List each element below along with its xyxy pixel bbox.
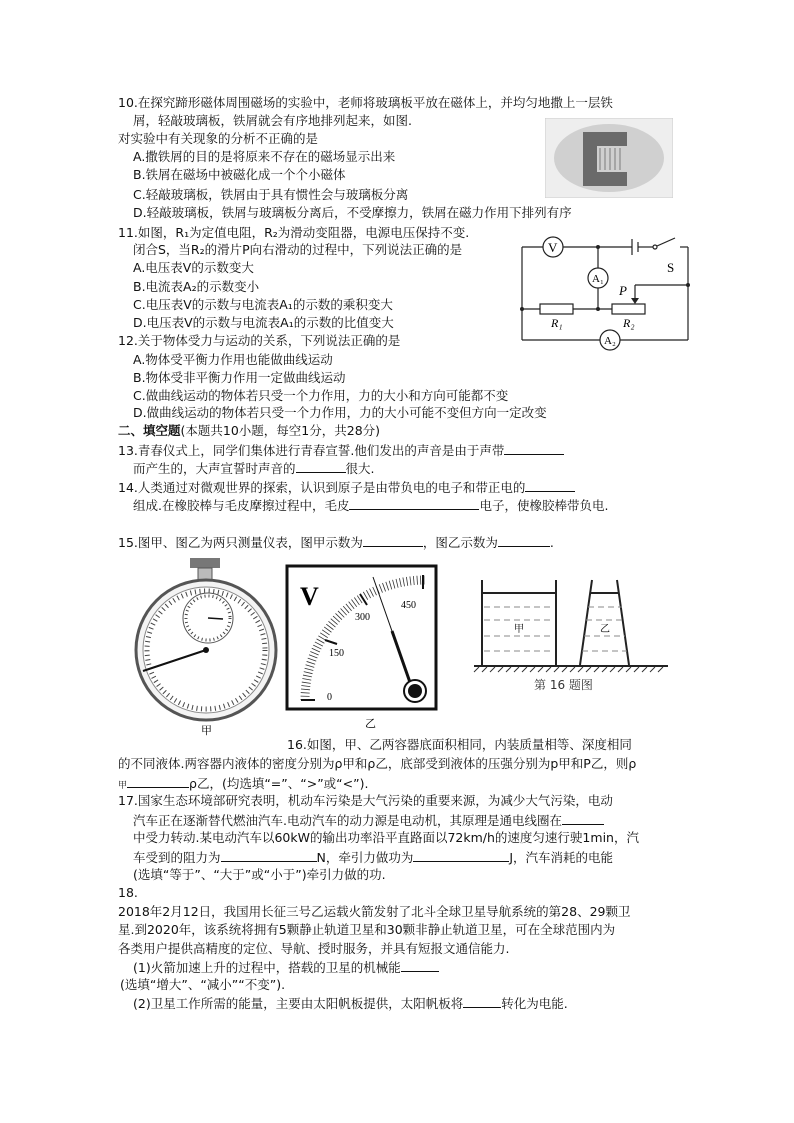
q18-part2 xyxy=(133,994,568,1013)
q18-line1: 2018年2月12日，我国用长征三号乙运载火箭发射了北斗全球卫星导航系统的第28、29颗卫 xyxy=(118,904,631,919)
q13-text: 而产生的，大声宣誓时声音的 xyxy=(133,461,296,476)
q18-number: 18. xyxy=(118,885,138,900)
answer-blank[interactable] xyxy=(221,848,317,862)
r2-label: R₂ xyxy=(623,316,635,330)
q14-line1 xyxy=(118,478,575,497)
q12-option-d: D.做曲线运动的物体若只受一个力作用，力的大小可能不变但方向一定改变 xyxy=(133,405,547,420)
stopwatch-figure xyxy=(128,558,288,738)
stopwatch-label: 甲 xyxy=(201,724,212,737)
q16-line2: 的不同液体.两容器内液体的密度分别为ρ甲和ρ乙，底部受到液体的压强分别为p甲和P乙，则ρ xyxy=(118,756,637,771)
q15-text: . xyxy=(549,535,554,550)
containers-figure xyxy=(472,575,672,695)
ammeter-a1-symbol: A₁ xyxy=(592,273,604,285)
answer-blank[interactable] xyxy=(401,958,439,972)
answer-blank[interactable] xyxy=(296,459,346,473)
answer-blank[interactable] xyxy=(504,441,564,455)
q18-line2: 星.到2020年，该系统将拥有5颗静止轨道卫星和30颗非静止轨道卫星，可在全球范围内为 xyxy=(118,922,616,937)
q16-line1: 16.如图，甲、乙两容器底面积相同，内装质量相等、深度相同 xyxy=(287,737,632,752)
container-b-label: 乙 xyxy=(600,624,610,635)
answer-blank[interactable] xyxy=(463,994,501,1008)
answer-blank[interactable] xyxy=(363,533,423,547)
r1-label: R₁ xyxy=(551,316,563,330)
volt-tick-label: 0 xyxy=(327,692,332,703)
q18-text: (2)卫星工作所需的能量，主要由太阳帆板提供，太阳帆板将 xyxy=(133,996,464,1011)
voltmeter-label: 乙 xyxy=(365,718,376,730)
q13-line1 xyxy=(118,441,564,460)
q10-line1: 10.在探究蹄形磁体周围磁场的实验中，老师将玻璃板平放在磁体上，并均匀地撒上一层铁 xyxy=(118,95,613,110)
q14-line2 xyxy=(133,496,608,515)
q11-option-b: B.电流表A₂的示数变小 xyxy=(133,279,260,294)
switch-label: S xyxy=(667,260,675,275)
q14-text: 组成.在橡胶棒与毛皮摩擦过程中，毛皮 xyxy=(133,498,350,513)
q10-option-a: A.撒铁屑的目的是将原来不存在的磁场显示出来 xyxy=(133,149,396,164)
answer-blank[interactable] xyxy=(127,774,189,788)
answer-blank[interactable] xyxy=(498,533,550,547)
q16-text: 甲 xyxy=(118,781,128,791)
voltmeter-symbol: V xyxy=(548,240,558,255)
q15-text: 15.图甲、图乙为两只测量仪表，图甲示数为 xyxy=(118,535,363,550)
q17-line3: 中受力转动.某电动汽车以60kW的输出功率沿平直路面以72km/h的速度匀速行驶1min，汽 xyxy=(133,830,639,845)
q17-line1: 17.国家生态环境部研究表明，机动车污染是大气污染的重要来源，为减少大气污染，电动 xyxy=(118,793,613,808)
answer-blank[interactable] xyxy=(349,496,479,510)
q18-text: (1)火箭加速上升的过程中，搭载的卫星的机械能 xyxy=(133,960,401,975)
q13-line2 xyxy=(133,459,375,478)
voltmeter-unit: V xyxy=(300,582,319,611)
section-heading xyxy=(118,422,380,440)
voltmeter-figure xyxy=(285,563,440,733)
q11-option-c: C.电压表V的示数与电流表A₁的示数的乘积变大 xyxy=(133,297,393,312)
q17-text: 汽车正在逐渐替代燃油汽车.电动汽车的动力源是电动机，其原理是通电线圈在 xyxy=(133,813,562,828)
q12-option-a: A.物体受平衡力作用也能做曲线运动 xyxy=(133,352,333,367)
q10-line3: 对实验中有关现象的分析不正确的是 xyxy=(118,131,319,146)
volt-tick-label: 450 xyxy=(401,600,416,611)
q13-text: 13.青春仪式上，同学们集体进行青春宣誓.他们发出的声音是由于声带 xyxy=(118,443,505,458)
section-title: 二、填空题 xyxy=(118,423,181,438)
q14-text: 14.人类通过对微观世界的探索，认识到原子是由带负电的电子和带正电的 xyxy=(118,480,526,495)
q14-text: 电子，使橡胶棒带负电. xyxy=(479,498,609,513)
volt-tick-label: 150 xyxy=(329,648,344,659)
q12-option-b: B.物体受非平衡力作用一定做曲线运动 xyxy=(133,370,346,385)
q17-line2 xyxy=(133,811,604,830)
iron-filings-magnet-image xyxy=(545,118,673,198)
q17-text: J，汽车消耗的电能 xyxy=(509,850,614,865)
q17-line5: (选填“等于”、“大于”或“小于”)牵引力做的功. xyxy=(133,867,386,882)
answer-blank[interactable] xyxy=(525,478,575,492)
q18-text: 转化为电能. xyxy=(501,996,568,1011)
q11-line2: 闭合S，当R₂的滑片P向右滑动的过程中，下列说法正确的是 xyxy=(133,242,463,257)
q18-part1-note: (选填“增大”、“减小”“不变”). xyxy=(120,977,286,992)
q13-text: 很大. xyxy=(345,461,375,476)
q17-line4 xyxy=(133,848,613,867)
ammeter-a2-symbol: A₂ xyxy=(604,335,616,347)
slider-label: P xyxy=(619,283,627,298)
fig16-caption: 第 16 题图 xyxy=(534,678,593,692)
q18-part1 xyxy=(133,958,439,977)
q10-line2: 屑，轻敲玻璃板，铁屑就会有序地排列起来，如图. xyxy=(133,113,412,128)
q10-option-b: B.铁屑在磁场中被磁化成一个个小磁体 xyxy=(133,167,346,182)
volt-tick-label: 300 xyxy=(355,612,370,623)
q10-option-d: D.轻敲玻璃板，铁屑与玻璃板分离后，不受摩擦力，铁屑在磁力作用下排列有序 xyxy=(133,205,572,220)
circuit-diagram xyxy=(515,230,693,355)
answer-blank[interactable] xyxy=(413,848,509,862)
container-a-label: 甲 xyxy=(514,624,524,635)
q17-text: N，牵引力做功为 xyxy=(316,850,414,865)
q15-line xyxy=(118,533,554,552)
q11-option-a: A.电压表V的示数变大 xyxy=(133,260,254,275)
q17-text: 车受到的阻力为 xyxy=(133,850,221,865)
q12-line1: 12.关于物体受力与运动的关系，下列说法正确的是 xyxy=(118,333,401,348)
q11-line1: 11.如图，R₁为定值电阻，R₂为滑动变阻器，电源电压保持不变. xyxy=(118,225,470,240)
q11-option-d: D.电压表V的示数与电流表A₁的示数的比值变大 xyxy=(133,315,394,330)
q18-line3: 各类用户提供高精度的定位、导航、授时服务，并具有短报文通信能力. xyxy=(118,941,510,956)
section-note: (本题共10小题，每空1分，共28分) xyxy=(180,423,381,438)
answer-blank[interactable] xyxy=(562,811,604,825)
q15-text: ，图乙示数为 xyxy=(422,535,498,550)
q12-option-c: C.做曲线运动的物体若只受一个力作用，力的大小和方向可能都不变 xyxy=(133,388,509,403)
q10-option-c: C.轻敲玻璃板，铁屑由于具有惯性会与玻璃板分离 xyxy=(133,187,409,202)
q16-text: ρ乙，(均选填“=”、“>”或“<”). xyxy=(189,776,369,791)
